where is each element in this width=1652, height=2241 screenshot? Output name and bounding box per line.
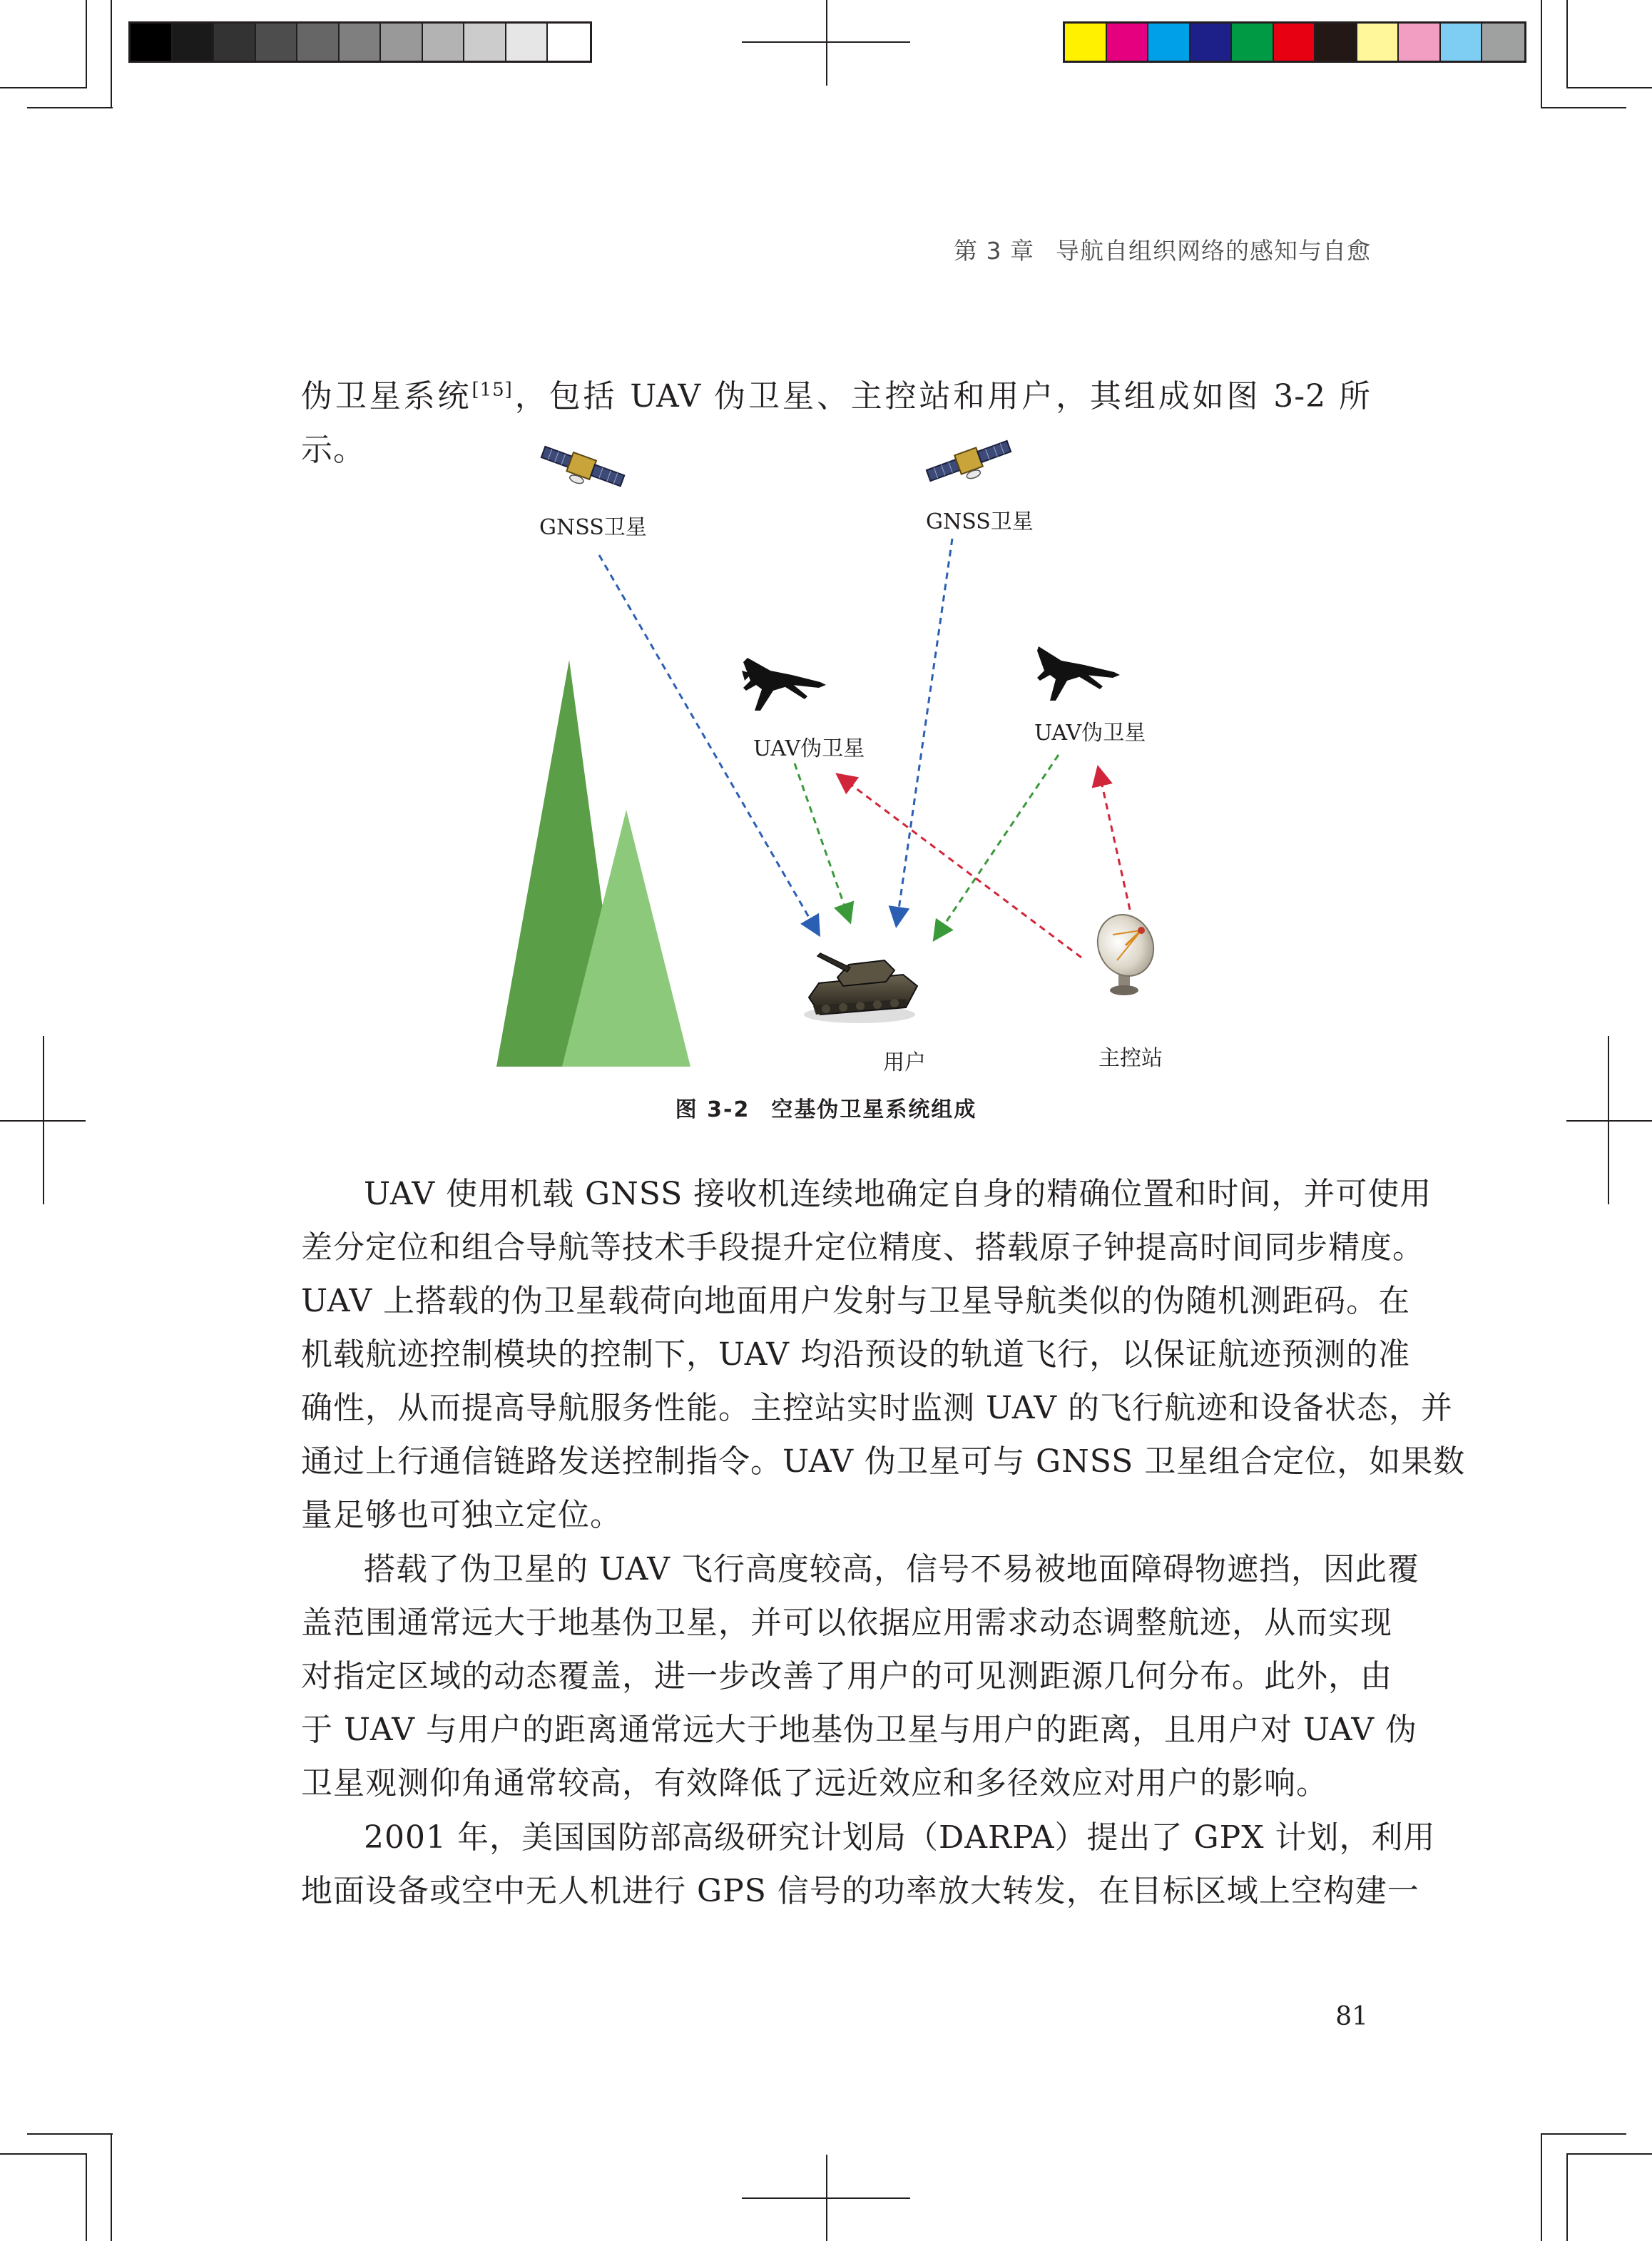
paragraph-1 xyxy=(301,1167,1466,1542)
color-swatch xyxy=(131,24,173,61)
crop-mark-line xyxy=(1566,0,1568,88)
crop-mark-line xyxy=(1541,107,1626,108)
crop-mark-line xyxy=(27,2133,113,2135)
color-swatch xyxy=(1274,24,1316,61)
user-tank-icon xyxy=(804,953,917,1023)
color-swatch xyxy=(506,24,549,61)
figure-caption-number: 图 3-2 xyxy=(675,1097,750,1122)
color-swatch xyxy=(1148,24,1190,61)
crop-mark-line xyxy=(86,0,87,88)
registration-mark xyxy=(742,41,910,43)
system-composition-figure xyxy=(471,435,1227,1077)
paragraph-line: 盖范围通常远大于地基伪卫星，并可以依据应用需求动态调整航迹，从而实现 xyxy=(301,1605,1392,1641)
color-swatch xyxy=(1190,24,1233,61)
crop-mark-line xyxy=(0,87,86,88)
paragraph-line: 地面设备或空中无人机进行 GPS 信号的功率放大转发，在目标区域上空构建一 xyxy=(301,1873,1419,1909)
citation-ref: [15] xyxy=(471,379,513,401)
paragraph-line: 通过上行通信链路发送控制指令。UAV 伪卫星可与 GNSS 卫星组合定位，如果数 xyxy=(301,1443,1466,1480)
figure-caption-text: 空基伪卫星系统组成 xyxy=(771,1097,977,1122)
color-swatch xyxy=(548,24,590,61)
paragraph-2 xyxy=(301,1543,1420,1810)
control-station-label: 主控站 xyxy=(1098,1046,1163,1071)
color-swatch xyxy=(1232,24,1274,61)
gnss-satellite-right-icon xyxy=(925,437,1015,492)
paragraph-line: 于 UAV 与用户的距离通常远大于地基伪卫星与用户的距离，且用户对 UAV 伪 xyxy=(301,1712,1418,1748)
chapter-number: 第 3 章 xyxy=(954,237,1034,265)
paragraph-line: 2001 年，美国国防部高级研究计划局（DARPA）提出了 GPX 计划，利用 xyxy=(364,1819,1436,1856)
registration-mark xyxy=(742,2197,910,2199)
crop-mark-line xyxy=(1566,2153,1568,2241)
paragraph-line: 确性，从而提高导航服务性能。主控站实时监测 UAV 的飞行航迹和设备状态，并 xyxy=(301,1390,1454,1426)
figure-caption xyxy=(0,1092,1652,1123)
grayscale-bar xyxy=(128,21,592,63)
intro-text-start: 伪卫星系统 xyxy=(301,378,472,415)
color-swatch xyxy=(1482,24,1524,61)
user-label: 用户 xyxy=(883,1050,926,1075)
crop-mark-line xyxy=(1541,2133,1542,2241)
crop-mark-line xyxy=(111,2133,112,2241)
registration-mark xyxy=(826,0,827,86)
color-swatch xyxy=(297,24,340,61)
crop-mark-line xyxy=(86,2153,87,2241)
paragraph-line: 对指定区域的动态覆盖，进一步改善了用户的可见测距源几何分布。此外，由 xyxy=(301,1658,1392,1694)
paragraph-line: UAV 上搭载的伪卫星载荷向地面用户发射与卫星导航类似的伪随机测距码。在 xyxy=(301,1283,1411,1319)
cmyk-color-bar xyxy=(1063,21,1526,63)
gnss-right-to-user-link xyxy=(897,539,952,924)
uav-pseudolite-right-label: UAV伪卫星 xyxy=(1034,721,1146,746)
crop-mark-line xyxy=(1566,87,1652,88)
crop-mark-line xyxy=(1566,2153,1652,2155)
color-swatch xyxy=(1441,24,1483,61)
gnss-satellite-right-label: GNSS卫星 xyxy=(926,509,1034,534)
station-to-uav-left-link xyxy=(839,776,1081,957)
uav-right-icon xyxy=(1037,646,1120,701)
color-swatch xyxy=(381,24,423,61)
color-swatch xyxy=(1357,24,1399,61)
color-swatch xyxy=(340,24,382,61)
paragraph-line: 机载航迹控制模块的控制下，UAV 均沿预设的轨道飞行，以保证航迹预测的准 xyxy=(301,1336,1411,1373)
station-to-uav-right-link xyxy=(1098,769,1130,910)
gnss-satellite-left-icon xyxy=(537,442,626,497)
color-swatch xyxy=(423,24,465,61)
crop-mark-line xyxy=(27,107,113,108)
color-swatch xyxy=(1399,24,1441,61)
paragraph-line: 量足够也可独立定位。 xyxy=(301,1497,622,1533)
color-swatch xyxy=(1315,24,1357,61)
crop-mark-line xyxy=(1541,0,1542,107)
paragraph-3 xyxy=(301,1811,1436,1918)
color-swatch xyxy=(464,24,506,61)
crop-mark-line xyxy=(1541,2133,1626,2135)
color-swatch xyxy=(256,24,298,61)
color-swatch xyxy=(1065,24,1107,61)
intro-text-end: ，包括 UAV 伪卫星、主控站和用户，其组成如图 3-2 所示。 xyxy=(301,378,1371,468)
gnss-satellite-left-label: GNSS卫星 xyxy=(539,515,647,540)
control-station-dish-icon xyxy=(1088,905,1163,995)
color-swatch xyxy=(214,24,256,61)
uav-left-icon xyxy=(742,658,826,711)
paragraph-line: 卫星观测仰角通常较高，有效降低了远近效应和多径效应对用户的影响。 xyxy=(301,1765,1328,1802)
uav-pseudolite-left-label: UAV伪卫星 xyxy=(753,736,865,761)
crop-mark-line xyxy=(111,0,112,107)
color-swatch xyxy=(1107,24,1149,61)
paragraph-line: 搭载了伪卫星的 UAV 飞行高度较高，信号不易被地面障碍物遮挡，因此覆 xyxy=(364,1551,1420,1587)
chapter-title: 导航自组织网络的感知与自愈 xyxy=(1056,237,1371,265)
color-swatch xyxy=(173,24,215,61)
crop-mark-line xyxy=(0,2153,86,2155)
uav-left-to-user-link xyxy=(795,763,850,920)
page-number: 81 xyxy=(1335,2002,1368,2031)
paragraph-line: 差分定位和组合导航等技术手段提升定位精度、搭载原子钟提高时间同步精度。 xyxy=(301,1229,1424,1266)
running-head xyxy=(954,233,1371,266)
uav-right-to-user-link xyxy=(935,755,1059,938)
paragraph-line: UAV 使用机载 GNSS 接收机连续地确定自身的精确位置和时间，并可使用 xyxy=(364,1176,1432,1212)
